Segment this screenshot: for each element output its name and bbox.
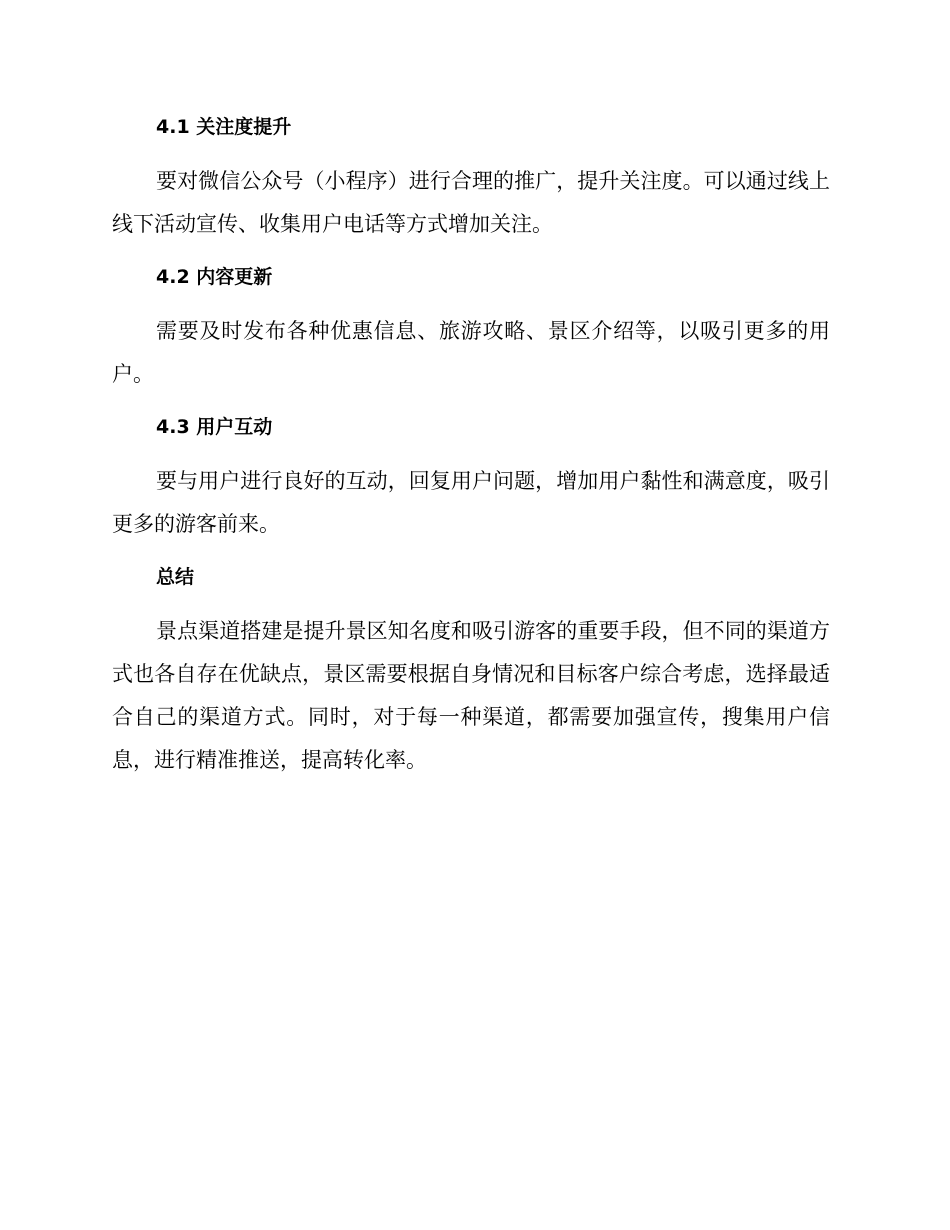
section-paragraph: 景点渠道搭建是提升景区知名度和吸引游客的重要手段，但不同的渠道方式也各自存在优缺点，景区需要根据自身情况和目标客户综合考虑，选择最适合自己的渠道方式。同时，对于每一种渠道，都需要加强宣传，搜集用户信息，进行精准推送，提高转化率。	[112, 619, 830, 772]
section-paragraph: 要与用户进行良好的互动，回复用户问题，增加用户黏性和满意度，吸引更多的游客前来。	[112, 469, 830, 536]
section-heading: 4.3 用户互动	[156, 416, 273, 438]
section-content-update	[112, 258, 830, 396]
section-heading: 总结	[156, 566, 195, 588]
section-heading: 4.1 关注度提升	[156, 116, 292, 138]
section-attention-boost	[112, 108, 830, 246]
section-summary	[112, 558, 830, 782]
section-paragraph: 需要及时发布各种优惠信息、旅游攻略、景区介绍等，以吸引更多的用户。	[112, 319, 830, 386]
section-heading: 4.2 内容更新	[156, 266, 273, 288]
section-paragraph: 要对微信公众号（小程序）进行合理的推广，提升关注度。可以通过线上线下活动宣传、收集用户电话等方式增加关注。	[112, 169, 830, 236]
section-user-interaction	[112, 408, 830, 546]
document-body	[112, 108, 830, 794]
